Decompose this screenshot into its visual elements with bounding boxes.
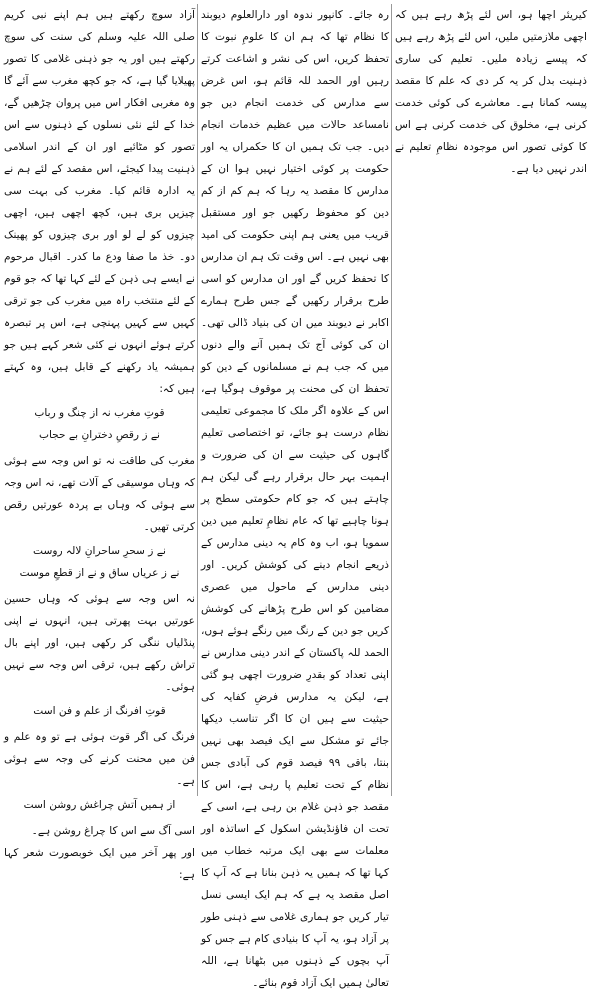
column-left — [4, 4, 195, 881]
verse-block — [4, 402, 195, 446]
verse-line: نے ز رقصِ دخترانِ بے حجاب — [38, 429, 161, 441]
column-divider — [197, 4, 198, 796]
verse-block — [4, 700, 195, 722]
column-right — [395, 4, 587, 796]
column-middle — [201, 4, 390, 989]
column-divider — [391, 4, 392, 796]
paragraph: مغرب کی طاقت نہ تو اس وجہ سے ہوئی کہ وہاں موسیقی کے آلات تھے، نہ اس وجہ سے ہوئی کہ وہاں بے پردہ عورتیں رقص کرتی تھیں۔ — [4, 455, 195, 533]
paragraph: اسی آگ سے اس کا چراغ روشن ہے۔ — [31, 825, 195, 837]
verse-line: قوتِ مغرب نہ از چنگ و رباب — [34, 407, 165, 419]
paragraph: کیریئر اچھا ہو، اس لئے پڑھ رہے ہیں کہ اچھی ملازمتیں ملیں، اس لئے پڑھ رہے ہیں کہ پیسے زیادہ ملیں۔ تعلیم کی ساری ذہنیت بدل کر یہ کر دی کہ علم کا مقصد پیسہ کمانا ہے۔ معاشرے کی کوئی خدمت کرنی ہے، مخلوق کی خدمت کرنی ہے اس کا کوئی تصور اس موجودہ نظامِ تعلیم نے اندر نہیں دیا ہے۔ — [395, 9, 587, 175]
paragraph: آزاد سوچ رکھتے ہیں ہم اپنے نبی کریم صلی اللہ علیہ وسلم کی سنت کی سوچ رکھتے ہیں اور یہ جو ذہنی غلامی کا تصور پھیلایا گیا ہے، کہ جو کچھ مغرب سے آئے گا وہ مغربی افکار اس میں پروان چڑھیں گے، خدا کے لئے نئی نسلوں کے ذہنوں سے اس تصور کو مٹائیے اور ان کے اندر اسلامی ذہنیت پیدا کیجئے، اس مقصد کے لئے ہم نے یہ ادارہ قائم کیا۔ مغرب کی بہت سی چیزیں بری ہیں، کچھ اچھی ہیں، اچھی چیزوں کو لے لو اور بری چیزوں کو پھینک دو۔ خذ ما صفا ودع ما کدر۔ اقبال مرحوم نے ایسے ہی ذہن کے لئے کہا تھا کہ جو قوم کے لئے منتخب راہ میں مغرب کی جو ترقی کہیں سے کہیں پہنچی ہے، اس پر تبصرہ کرتے ہوئے انہوں نے کئی شعر کہے ہیں جو ہمیشہ یاد رکھنے کے قابل ہیں، وہ کہتے ہیں کہ: — [4, 9, 195, 395]
paragraph: اور پھر آخر میں ایک خوبصورت شعر کہا ہے: — [4, 847, 195, 881]
verse-block — [4, 794, 195, 816]
verse-line: قوتِ افرنگ از علم و فن است — [33, 705, 166, 717]
paragraph: فرنگ کی اگر قوت ہوئی ہے تو وہ علم و فن میں محنت کرنے کی وجہ سے ہوئی ہے۔ — [4, 731, 195, 787]
verse-line: نے ز عریاں ساق و نے از قطعِ موست — [19, 567, 180, 579]
paragraph: نہ اس وجہ سے ہوئی کہ وہاں حسین عورتیں بہت پھرتی ہیں، انہوں نے اپنی پنڈلیاں ننگی کر رکھی ہیں، اور اپنے بال تراش رکھے ہیں، ترقی اس وجہ سے نہیں ہوئی۔ — [4, 593, 195, 693]
paragraph: رہ جائے۔ کانپور ندوہ اور دارالعلوم دیوبند کا نظام تھا کہ ہم ان کا علومِ نبوت کا تحفظ کریں، اس کی نشر و اشاعت کرتے رہیں اور الحمد للہ قائم ہو، اس غرض سے مدارس کی خدمت انجام دیں جو نامساعد حالات میں عظیم خدمات انجام دیں۔ جب تک ہمیں ان کا حکمراں یہ اور حکومت پر کوئی اختیار نہیں ہوا ان کے مدارس کا مقصد یہ رہا کہ ہم کم از کم دین کو محفوظ رکھیں جو اور مستقبل قریب میں یعنی ہم اپنی حکومت کی امید بھی نہیں ہے۔ اس وقت تک ہم ان مدارس کا تحفظ کریں گے اور ان مدارس کو اسی طرح برقرار رکھیں گے جس طرح ہمارے اکابر نے دیوبند میں ان کی بنیاد ڈالی تھی۔ ان کی کوئی آج تک ہمیں آنے والے دنوں میں کہ جب ہم نے مسلمانوں کے دین کو تحفظ ان کی محنت پر موقوف ہوگیا ہے، اس کے علاوہ اگر ملک کا مجموعی تعلیمی نظام درست ہو جائے، تو اختصاصی تعلیم گاہوں کی حیثیت سے ان کی ضرورت و اہمیت بہر حال برقرار رہے گی لیکن ہم چاہتے ہیں کہ جو کام حکومتی سطح پر ہونا چاہیے تھا کہ عام نظامِ تعلیم میں دین سمویا ہو، اب وہ کام یہ دینی مدارس کے ذریعے انجام دینے کی کوشش کریں۔ اور دینی مدارس کے ماحول میں عصری مضامین کو اس طرح پڑھانے کی کوشش کریں جو دین کے رنگ میں رنگے ہوئے ہوں، الحمد للہ پاکستان کے اندر دینی مدارس نے اپنی تعداد کو بقدرِ ضرورت اچھی ہو گئی ہے، لیکن یہ مدارس فرضِ کفایہ کی حیثیت سے ہیں ان کا اگر تناسب دیکھا جائے تو مشکل سے ایک فیصد بھی نہیں بنتا، باقی ۹۹ فیصد قوم کی آبادی جس نظام کے تحت تعلیم پا رہی ہے، اس کا مقصد جو ذہن غلام بن رہی ہے، اسی کے تحت ان فاؤنڈیشن اسکول کے اساتذہ اور معلمات سے بھی ایک مرتبہ خطاب میں کہا تھا کہ ہمیں یہ ذہن بنانا ہے کہ آپ کا اصل مقصد یہ ہے کہ ہم ایک ایسی نسل تیار کریں جو ہماری غلامی سے ذہنی طور پر آزاد ہو، یہ آپ کا بنیادی کام ہے جس کو آپ بچوں کے ذہنوں میں بٹھانا ہے، اللہ تعالیٰ ہمیں ایک آزاد قوم بنائے۔ — [201, 9, 390, 989]
verse-line: از ہمیں آتش چراغش روشن است — [23, 799, 176, 811]
verse-block — [4, 540, 195, 584]
verse-line: نے ز سحرِ ساحرانِ لالہ روست — [33, 545, 166, 557]
